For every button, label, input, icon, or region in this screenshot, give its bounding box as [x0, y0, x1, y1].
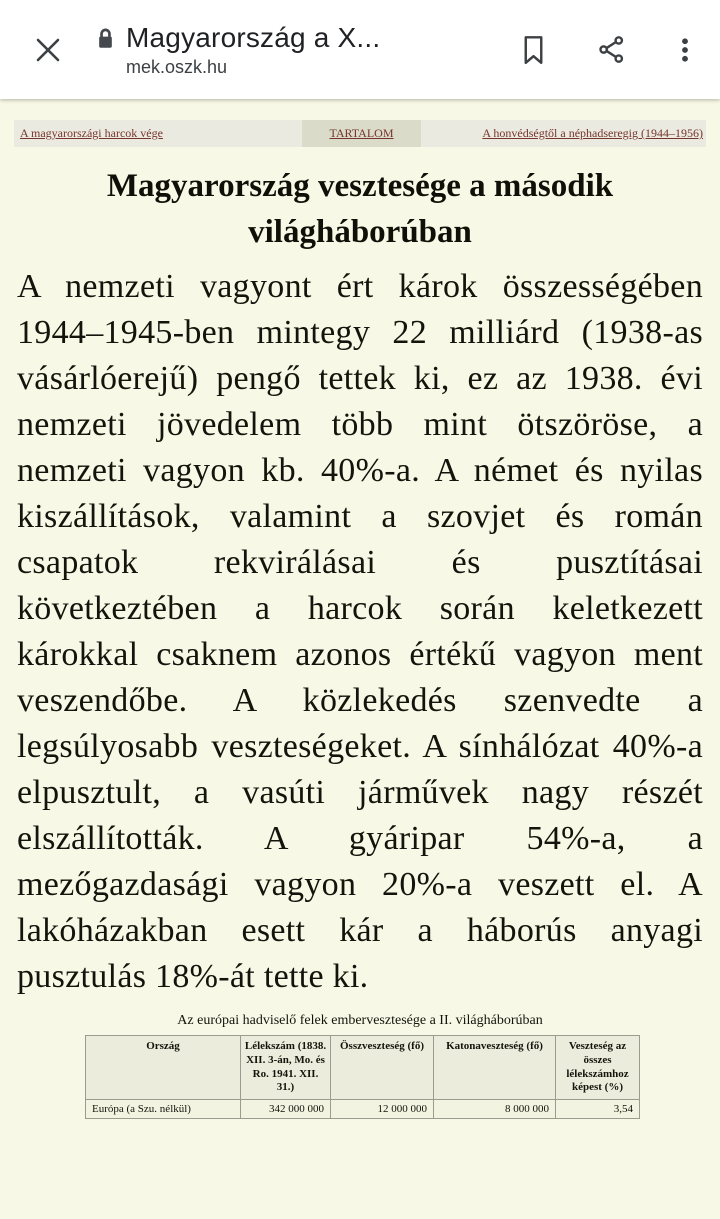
- page-title: Magyarország a X...: [126, 21, 381, 53]
- page-content: [0, 99, 720, 1119]
- cell-population: 342 000 000: [241, 1100, 331, 1119]
- page-title-block: [96, 22, 494, 78]
- header-military-loss: Katonaveszteség (fő): [434, 1036, 556, 1100]
- toc-link[interactable]: TARTALOM: [329, 126, 394, 140]
- toc-box: [302, 120, 420, 147]
- header-total-loss: Összveszteség (fő): [331, 1036, 434, 1100]
- cell-loss-percent: 3,54: [556, 1100, 640, 1119]
- cell-military-loss: 8 000 000: [434, 1100, 556, 1119]
- table-header-row: [86, 1036, 640, 1100]
- lock-icon: [96, 27, 115, 51]
- bookmark-icon: [520, 34, 547, 65]
- cell-country: Európa (a Szu. nélkül): [86, 1100, 241, 1119]
- table-caption: Az európai hadviselő felek embervesztesége a II. világháborúban: [177, 1013, 543, 1029]
- share-button[interactable]: [572, 0, 650, 99]
- share-icon: [597, 35, 626, 64]
- losses-table: [85, 1035, 640, 1119]
- close-icon: [33, 35, 63, 65]
- close-tab-button[interactable]: [0, 0, 96, 99]
- header-country: Ország: [86, 1036, 241, 1100]
- table-row: [86, 1100, 640, 1119]
- overflow-menu-button[interactable]: [650, 0, 720, 99]
- chapter-nav-bar: [14, 120, 706, 147]
- header-population: Lélekszám (1838. XII. 3-án, Mo. és Ro. 1941. XII. 31.): [241, 1036, 331, 1100]
- page-url: mek.oszk.hu: [126, 56, 228, 77]
- article-heading: Magyarország vesztesége a második világháborúban: [106, 168, 614, 250]
- next-chapter-link[interactable]: A honvédségtől a néphadseregig (1944–1956): [482, 126, 703, 140]
- bookmark-button[interactable]: [494, 0, 572, 99]
- three-dot-menu-icon: [671, 36, 699, 64]
- browser-app-bar: [0, 0, 720, 99]
- article-paragraph: A nemzeti vagyont ért károk összességében 1944–1945-ben mintegy 22 milliárd (1938-as vásárlóerejű) pengő tettek ki, ez az 1938. évi nemzeti jövedelem több mint ötszöröse, a nemzeti vagyon kb. 40%-a. A német és nyilas kiszállítások, valamint a szovjet és román csapatok rekvirálásai és pusztításai következtében a harcok során keletkezett károkkal csaknem azonos értékű vagyon ment veszendőbe. A közlekedés szenvedte a legsúlyosabb veszteségeket. A sínhálózat 40%-a elpusztult, a vasúti járművek nagy részét elszállították. A gyáripar 54%-a, a mezőgazdasági vagyon 20%-a veszett el. A lakóházakban esett kár a háborús anyagi pusztulás 18%-át tette ki.: [17, 268, 703, 996]
- cell-total-loss: 12 000 000: [331, 1100, 434, 1119]
- header-loss-percent: Veszteség az összes lélekszámhoz képest (%): [556, 1036, 640, 1100]
- prev-chapter-link[interactable]: A magyarországi harcok vége: [20, 126, 163, 140]
